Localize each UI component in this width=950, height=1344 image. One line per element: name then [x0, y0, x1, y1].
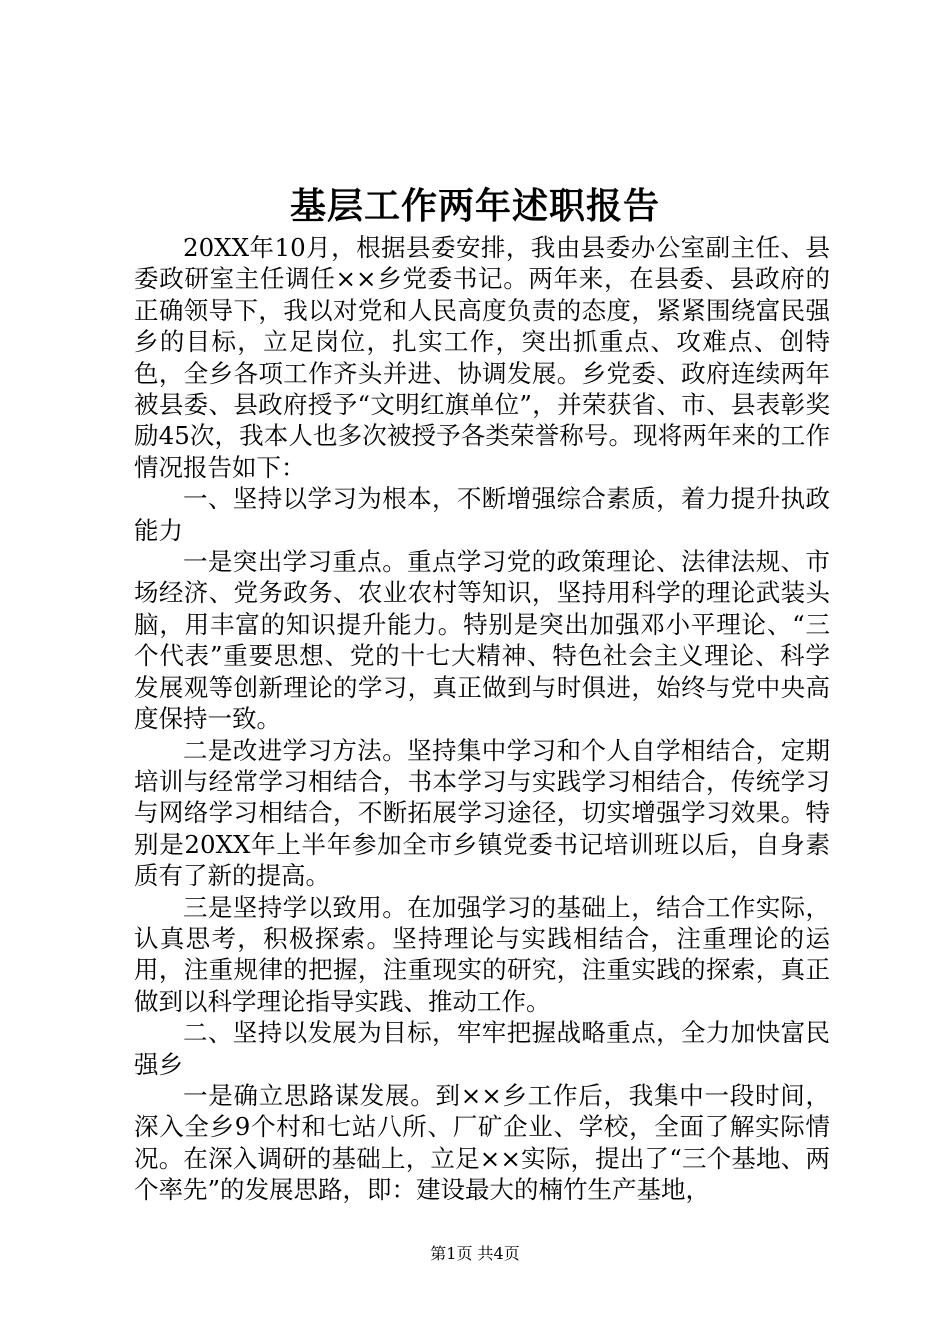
document-body: [134, 232, 830, 1206]
paragraph-intro: 20XX年10月，根据县委安排，我由县委办公室副主任、县委政研室主任调任××乡党委书记。两年来，在县委、县政府的正确领导下，我以对党和人民高度负责的态度，紧紧围绕富民强乡的目标，立足岗位，扎实工作，突出抓重点、攻难点、创特色，全乡各项工作齐头并进、协调发展。乡党委、政府连续两年被县委、县政府授予“文明红旗单位”，并荣获省、市、县表彰奖励45次，我本人也多次被授予各类荣誉称号。现将两年来的工作情况报告如下：: [134, 233, 830, 482]
section-heading-2: 二、坚持以发展为目标，牢牢把握战略重点，全力加快富民强乡: [134, 1018, 830, 1079]
page-footer: 第1页 共4页: [430, 1244, 520, 1263]
paragraph-1-1: 一是突出学习重点。重点学习党的政策理论、法律法规、市场经济、党务政务、农业农村等知识，坚持用科学的理论武装头脑，用丰富的知识提升能力。特别是突出加强邓小平理论、“三个代表”重要思想、党的十七大精神、特色社会主义理论、科学发展观等创新理论的学习，真正做到与时俱进，始终与党中央高度保持一致。: [134, 547, 830, 734]
section-heading-1: 一、坚持以学习为根本，不断增强综合素质，着力提升执政能力: [134, 484, 830, 545]
document-title: 基层工作两年述职报告: [289, 185, 660, 227]
paragraph-2-1: 一是确立思路谋发展。到××乡工作后，我集中一段时间，深入全乡9个村和七站八所、厂矿企业、学校，全面了解实际情况。在深入调研的基础上，立足××实际，提出了“三个基地、两个率先”的发展思路，即：建设最大的楠竹生产基地，: [134, 1080, 830, 1205]
paragraph-1-2: 二是改进学习方法。坚持集中学习和个人自学相结合，定期培训与经常学习相结合，书本学习与实践学习相结合，传统学习与网络学习相结合，不断拓展学习途径，切实增强学习效果。特别是20XX年上半年参加全市乡镇党委书记培训班以后，自身素质有了新的提高。: [134, 735, 830, 891]
paragraph-1-3: 三是坚持学以致用。在加强学习的基础上，结合工作实际，认真思考，积极探索。坚持理论与实践相结合，注重理论的运用，注重规律的把握，注重现实的研究，注重实践的探索，真正做到以科学理论指导实践、推动工作。: [134, 892, 830, 1016]
